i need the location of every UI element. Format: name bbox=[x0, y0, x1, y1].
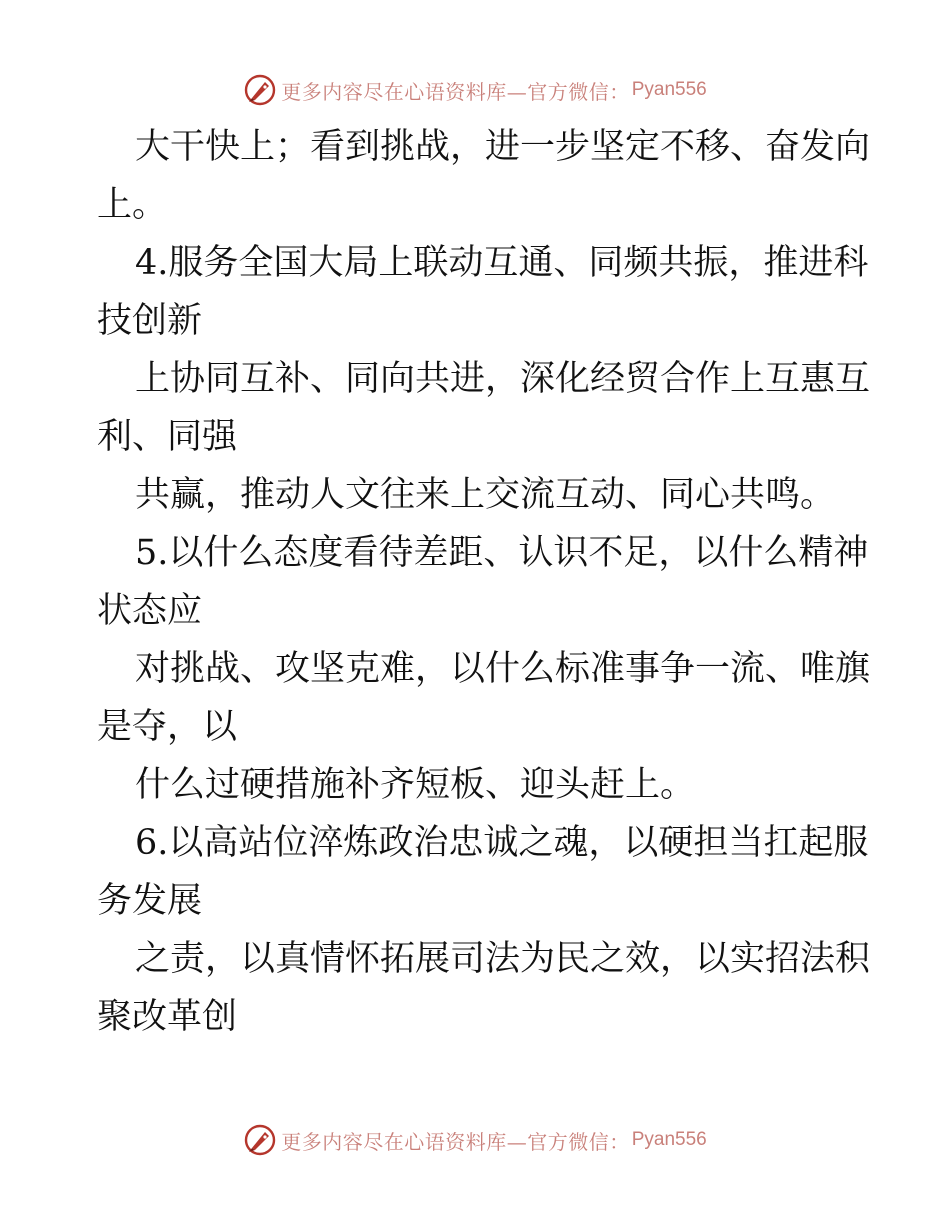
wechat-id: Pyan556 bbox=[631, 1129, 707, 1150]
text-line: 技创新 bbox=[97, 301, 203, 341]
text-line: 对挑战、攻坚克难，以什么标准事争一流、唯旗 bbox=[135, 649, 871, 689]
banner-text: 更多内容尽在心语资料库—官方微信： bbox=[281, 79, 630, 104]
text-line: 上。 bbox=[97, 185, 168, 225]
footer-banner bbox=[0, 1120, 950, 1160]
pen-nib-logo-icon bbox=[243, 1123, 277, 1157]
text-line: 聚改革创 bbox=[97, 997, 238, 1037]
text-line: 共赢，推动人文往来上交流互动、同心共鸣。 bbox=[135, 475, 836, 515]
text-line: 什么过硬措施补齐短板、迎头赶上。 bbox=[135, 765, 696, 805]
pen-nib-logo-icon bbox=[243, 73, 277, 107]
text-line: 务发展 bbox=[97, 881, 203, 921]
text-line: 4.服务全国大局上联动互通、同频共振，推进科 bbox=[135, 243, 869, 283]
text-line: 5.以什么态度看待差距、认识不足，以什么精神 bbox=[135, 533, 869, 573]
wechat-id: Pyan556 bbox=[631, 79, 707, 100]
text-line: 之责，以真情怀拓展司法为民之效，以实招法积 bbox=[135, 939, 871, 979]
text-line: 是夺，以 bbox=[97, 707, 238, 747]
text-line: 大干快上；看到挑战，进一步坚定不移、奋发向 bbox=[135, 127, 871, 167]
document-body bbox=[97, 118, 871, 1046]
text-line: 状态应 bbox=[97, 591, 203, 631]
text-line: 利、同强 bbox=[97, 417, 238, 457]
text-line: 上协同互补、同向共进，深化经贸合作上互惠互 bbox=[135, 359, 871, 399]
header-banner bbox=[0, 70, 950, 110]
text-line: 6.以高站位淬炼政治忠诚之魂，以硬担当扛起服 bbox=[135, 823, 869, 863]
banner-text: 更多内容尽在心语资料库—官方微信： bbox=[281, 1129, 630, 1154]
